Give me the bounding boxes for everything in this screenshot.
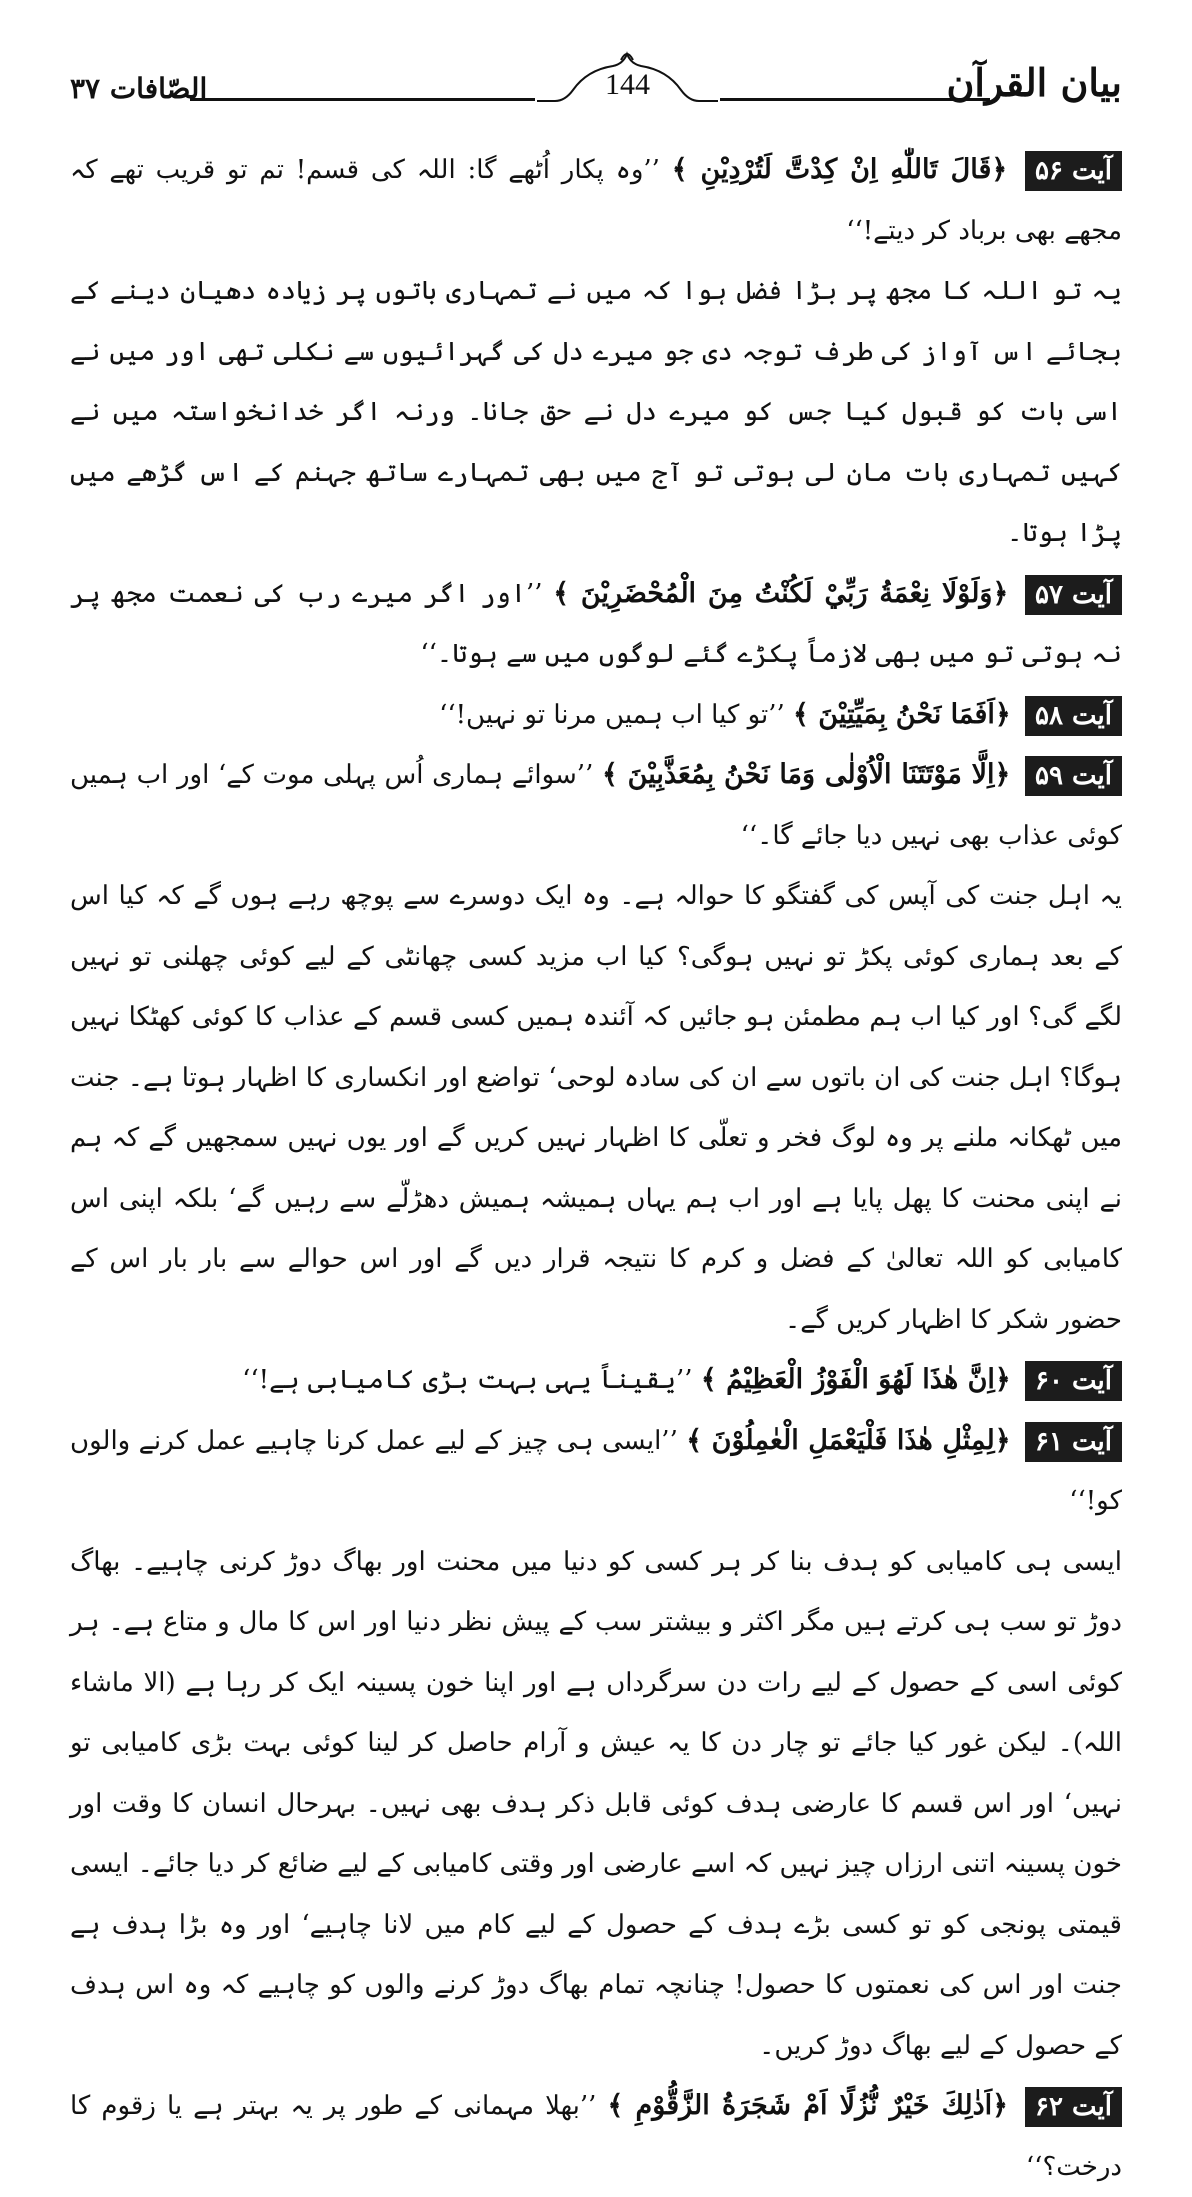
ayah-57 <box>70 564 1122 685</box>
ayah-arabic: ﴿اَذٰلِكَ خَيْرٌ نُّزُلًا اَمْ شَجَرَةُ الزَّقُّوْمِ ﴾ <box>607 2090 1008 2121</box>
ayah-translation: ’’تو کیا اب ہمیں مرنا تو نہیں!‘‘ <box>439 699 785 730</box>
ayah-label: آیت ۶۰ <box>1025 1361 1122 1401</box>
ayah-62 <box>70 2076 1122 2197</box>
ayah-label: آیت ۶۱ <box>1025 1422 1122 1462</box>
page-header <box>70 58 1122 120</box>
commentary-paragraph: یہ تو اللہ کا مجھ پر بڑا فضل ہوا کہ میں نے تمہاری باتوں پر زیادہ دھیان دینے کے بجائے اس آواز کی طرف توجہ دی جو میرے دل کی گہرائیوں سے نکلی تھی اور میں نے اسی بات کو قبول کیا جس کو میرے دل نے حق جانا۔ ورنہ اگر خدانخواستہ میں نے کہیں تمہاری بات مان لی ہوتی تو آج میں بھی تمہارے ساتھ جہنم کے اس گڑھے میں پڑا ہوتا۔ <box>70 276 1122 548</box>
ayah-arabic: ﴿اِنَّ هٰذَا لَهُوَ الْفَوْزُ الْعَظِيْمُ ﴾ <box>700 1364 1011 1395</box>
header-rule-left <box>190 98 535 101</box>
ayah-translation: ’’سوائے ہماری اُس پہلی موت کے‘ اور اب ہمیں کوئی عذاب بھی نہیں دیا جائے گا۔‘‘ <box>70 760 1122 851</box>
ayah-translation: ’’وہ پکار اُٹھے گا: اللہ کی قسم! تم تو قریب تھے کہ مجھے بھی برباد کر دیتے!‘‘ <box>70 155 1122 246</box>
ayah-arabic: ﴿لِمِثْلِ هٰذَا فَلْيَعْمَلِ الْعٰمِلُوْنَ ﴾ <box>686 1424 1011 1456</box>
ayah-59 <box>70 745 1122 866</box>
page-number-ornament <box>535 50 720 108</box>
ayah-translation: ’’ایسی ہی چیز کے لیے عمل کرنا چاہیے عمل کرنے والوں کو!‘‘ <box>70 1425 1122 1516</box>
ayah-label: آیت ۵۸ <box>1025 696 1122 736</box>
ayah-translation: ’’اور اگر میرے رب کی نعمت مجھ پر نہ ہوتی تو میں بھی لازماً پکڑے گئے لوگوں میں سے ہوتا۔‘‘ <box>70 578 1122 669</box>
ayah-60 <box>70 1350 1122 1411</box>
ayah-56 <box>70 140 1122 261</box>
ayah-label: آیت ۵۷ <box>1025 575 1122 615</box>
ayah-arabic: ﴿اَفَمَا نَحْنُ بِمَيِّتِيْنَ ﴾ <box>793 698 1011 730</box>
ayah-arabic: ﴿اِلَّا مَوْتَتَنَا الْاُوْلٰى وَمَا نَحْنُ بِمُعَذَّبِيْنَ ﴾ <box>602 759 1011 790</box>
page-content <box>70 140 1122 2197</box>
ayah-label: آیت ۶۲ <box>1025 2087 1122 2127</box>
ayah-label: آیت ۵۶ <box>1025 151 1122 191</box>
ayah-arabic: ﴿قَالَ تَاللّٰهِ اِنْ كِدْتَّ لَتُرْدِيْنِ ﴾ <box>671 154 1008 185</box>
page-number: 144 <box>605 68 650 101</box>
ayah-translation: ’’یقیناً یہی بہت بڑی کامیابی ہے!‘‘ <box>242 1365 693 1395</box>
book-title: بیان القرآن <box>946 60 1122 105</box>
ayah-translation: ’’بھلا مہمانی کے طور پر یہ بہتر ہے یا زقوم کا درخت؟‘‘ <box>70 2091 1122 2182</box>
ayah-label: آیت ۵۹ <box>1025 756 1122 796</box>
ayah-arabic: ﴿وَلَوْلَا نِعْمَةُ رَبِّيْ لَكُنْتُ مِنَ الْمُحْضَرِيْنَ ﴾ <box>553 577 1009 609</box>
surah-name: الصّافات ۳۷ <box>70 72 208 105</box>
ayah-58 <box>70 685 1122 746</box>
commentary-paragraph: یہ اہل جنت کی آپس کی گفتگو کا حوالہ ہے۔ وہ ایک دوسرے سے پوچھ رہے ہوں گے کہ کیا اس کے بعد ہماری کوئی پکڑ تو نہیں ہوگی؟ کیا اب مزید کسی چھانٹی کے لیے کوئی چھلنی تو نہیں لگے گی؟ اور کیا اب ہم مطمئن ہو جائیں کہ آئندہ ہمیں کسی قسم کے عذاب کا کوئی کھٹکا نہیں ہوگا؟ اہل جنت کی ان باتوں سے ان کی سادہ لوحی‘ تواضع اور انکساری کا اظہار ہوتا ہے۔ جنت میں ٹھکانہ ملنے پر وہ لوگ فخر و تعلّی کا اظہار نہیں کریں گے اور یوں نہیں سمجھیں گے کہ ہم نے اپنی محنت کا پھل پایا ہے اور اب ہم یہاں ہمیشہ ہمیش دھڑلّے سے رہیں گے‘ بلکہ اپنی اس کامیابی کو اللہ تعالیٰ کے فضل و کرم کا نتیجہ قرار دیں گے اور اس حوالے سے بار بار اس کے حضور شکر کا اظہار کریں گے۔ <box>70 881 1122 1335</box>
ayah-61 <box>70 1411 1122 1532</box>
commentary-paragraph: ایسی ہی کامیابی کو ہدف بنا کر ہر کسی کو دنیا میں محنت اور بھاگ دوڑ کرنی چاہیے۔ بھاگ دوڑ تو سب ہی کرتے ہیں مگر اکثر و بیشتر سب کے پیش نظر دنیا اور اس کا مال و متاع ہے۔ ہر کوئی اسی کے حصول کے لیے رات دن سرگرداں ہے اور اپنا خون پسینہ ایک کر رہا ہے (الا ماشاء اللہ)۔ لیکن غور کیا جائے تو چار دن کا یہ عیش و آرام حاصل کر لینا کوئی بہت بڑی کامیابی تو نہیں‘ اور اس قسم کا عارضی ہدف کوئی قابل ذکر ہدف بھی نہیں۔ بہرحال انسان کا وقت اور خون پسینہ اتنی ارزاں چیز نہیں کہ اسے عارضی اور وقتی کامیابی کے لیے ضائع کر دیا جائے۔ ایسی قیمتی پونجی کو تو کسی بڑے ہدف کے حصول کے لیے کام میں لانا چاہیے‘ اور وہ بڑا ہدف ہے جنت اور اس کی نعمتوں کا حصول! چنانچہ تمام بھاگ دوڑ کرنے والوں کو چاہیے کہ وہ اس ہدف کے حصول کے لیے بھاگ دوڑ کریں۔ <box>70 1546 1123 2061</box>
